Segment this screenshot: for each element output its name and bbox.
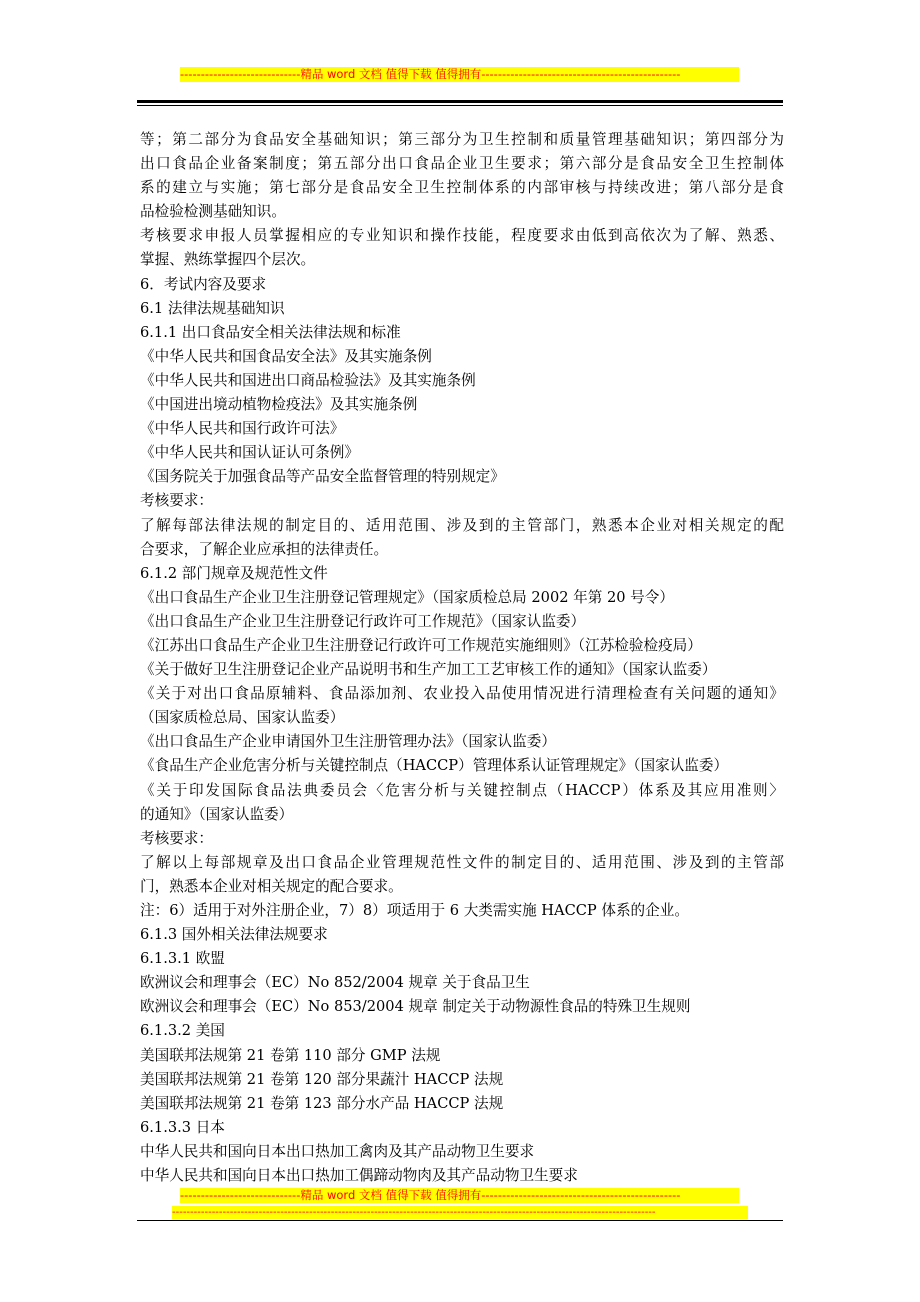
text-line: 《中华人民共和国行政许可法》 [140, 420, 345, 438]
text-line: 《江苏出口食品生产企业卫生注册登记行政许可工作规范实施细则》（江苏检验检疫局） [140, 636, 702, 654]
text-line: 门，熟悉本企业对相关规定的配合要求。 [140, 877, 403, 895]
header-banner: -----------------------------精品 word 文档 值得下载 值得拥有------------------------------------------------ [180, 67, 739, 82]
text-line: 了解每部法律法规的制定目的、适用范围、涉及到的主管部门，熟悉本企业对相关规定的配 [140, 516, 784, 534]
text-line: 6.1 法律法规基础知识 [140, 299, 285, 317]
text-line: 系的建立与实施；第七部分是食品安全卫生控制体系的内部审核与持续改进；第八部分是食 [140, 179, 784, 197]
text-line: 《关于印发国际食品法典委员会〈危害分析与关键控制点（HACCP）体系及其应用准则〉 [140, 781, 784, 799]
text-line: 美国联邦法规第 21 卷第 123 部分水产品 HACCP 法规 [140, 1094, 504, 1112]
text-line: 《中国进出境动植物检疫法》及其实施条例 [140, 396, 418, 414]
text-line: 考核要求： [140, 492, 213, 510]
text-line: 《食品生产企业危害分析与关键控制点（HACCP）管理体系认证管理规定》（国家认监委） [140, 757, 729, 775]
text-line: 6．考试内容及要求 [140, 275, 267, 293]
text-line: 《出口食品生产企业申请国外卫生注册管理办法》（国家认监委） [140, 733, 556, 751]
footer-dash-line: -------------------------------------------------------------------------------------------------------------------------------------- [172, 1206, 748, 1219]
text-line: 《关于对出口食品原辅料、食品添加剂、农业投入品使用情况进行清理检查有关问题的通知》 [140, 685, 784, 703]
text-line: 等；第二部分为食品安全基础知识；第三部分为卫生控制和质量管理基础知识；第四部分为 [140, 131, 784, 148]
header-rule-thin [137, 105, 783, 106]
text-line: 《出口食品生产企业卫生注册登记行政许可工作规范》（国家认监委） [140, 612, 586, 630]
text-line: 6.1.3.1 欧盟 [140, 950, 225, 968]
text-line: 合要求，了解企业应承担的法律责任。 [140, 540, 389, 558]
text-line: 美国联邦法规第 21 卷第 120 部分果蔬汁 HACCP 法规 [140, 1070, 504, 1088]
text-line: 6.1.3.3 日本 [140, 1118, 225, 1136]
text-line: 6.1.2 部门规章及规范性文件 [140, 564, 328, 582]
text-line: 欧洲议会和理事会（EC）No 852/2004 规章 关于食品卫生 [140, 974, 530, 992]
text-line: 考核要求申报人员掌握相应的专业知识和操作技能，程度要求由低到高依次为了解、熟悉、 [140, 227, 784, 245]
text-line: 《中华人民共和国进出口商品检验法》及其实施条例 [140, 371, 476, 389]
text-line: 了解以上每部规章及出口食品企业管理规范性文件的制定目的、适用范围、涉及到的主管部 [140, 853, 784, 871]
header-rule-thick [137, 100, 783, 103]
text-line: 《中华人民共和国食品安全法》及其实施条例 [140, 347, 432, 365]
text-line: （国家质检总局、国家认监委） [140, 709, 345, 727]
text-line: 《国务院关于加强食品等产品安全监督管理的特别规定》 [140, 468, 505, 486]
text-line: 中华人民共和国向日本出口热加工偶蹄动物肉及其产品动物卫生要求 [140, 1167, 578, 1185]
text-line: 考核要求： [140, 829, 213, 847]
text-line: 6.1.3 国外相关法律法规要求 [140, 926, 328, 944]
text-line: 品检验检测基础知识。 [140, 203, 286, 221]
text-line: 美国联邦法规第 21 卷第 110 部分 GMP 法规 [140, 1046, 441, 1064]
text-line: 掌握、熟练掌握四个层次。 [140, 251, 316, 269]
footer-rule [137, 1220, 783, 1221]
text-line: 的通知》（国家认监委） [140, 805, 294, 823]
text-line: 《中华人民共和国认证认可条例》 [140, 444, 359, 462]
text-line: 6.1.1 出口食品安全相关法律法规和标准 [140, 323, 401, 341]
text-line: 《出口食品生产企业卫生注册登记管理规定》（国家质检总局 2002 年第 20 号令） [140, 588, 674, 606]
text-line: 欧洲议会和理事会（EC）No 853/2004 规章 制定关于动物源性食品的特殊卫生规则 [140, 998, 691, 1016]
text-line: 《关于做好卫生注册登记企业产品说明书和生产加工工艺审核工作的通知》（国家认监委） [140, 661, 717, 679]
document-body [140, 128, 784, 1188]
text-line: 注：6）适用于对外注册企业，7）8）项适用于 6 大类需实施 HACCP 体系的企业。 [140, 902, 689, 919]
footer-banner: -----------------------------精品 word 文档 值得下载 值得拥有------------------------------------------------ [180, 1188, 739, 1203]
text-line: 出口食品企业备案制度；第五部分出口食品企业卫生要求；第六部分是食品安全卫生控制体 [140, 155, 784, 173]
text-line: 6.1.3.2 美国 [140, 1022, 225, 1040]
text-line: 中华人民共和国向日本出口热加工禽肉及其产品动物卫生要求 [140, 1142, 535, 1160]
